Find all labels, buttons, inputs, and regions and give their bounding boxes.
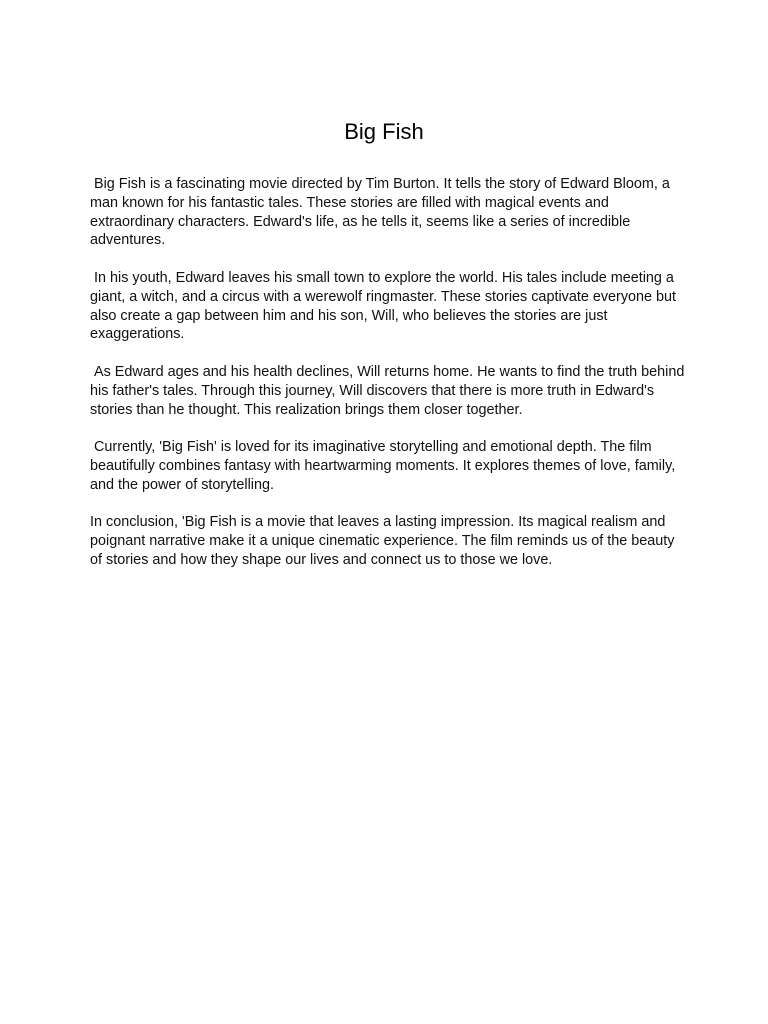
document-body [90,175,690,589]
paragraph-youth: In his youth, Edward leaves his small town to explore the world. His tales include meeting a giant, a witch, and a circus with a werewolf ringmaster. These stories captivate everyone but also create a gap between him and his son, Will, who believes the stories are just exaggerations. [90,269,681,343]
paragraph-currently: Currently, 'Big Fish' is loved for its imaginative storytelling and emotional depth. The film beautifully combines fantasy with heartwarming moments. It explores themes of love, family, and the power of storytelling. [90,439,680,493]
paragraph-aging: As Edward ages and his health declines, Will returns home. He wants to find the truth behind his father's tales. Through this journey, Will discovers that there is more truth in Edward's stories than he thought. This realization brings them closer together. [90,363,689,418]
paragraph-conclusion: In conclusion, 'Big Fish is a movie that leaves a lasting impression. Its magical realism and poignant narrative make it a unique cinematic experience. The film reminds us of the beauty of stories and how they shape our lives and connect us to those we love. [90,514,679,568]
paragraph-intro: Big Fish is a fascinating movie directed by Tim Burton. It tells the story of Edward Bloom, a man known for his fantastic tales. These stories are filled with magical events and extraordinary characters. Edward's life, as he tells it, seems like a series of incredible adventures. [90,176,674,249]
document-title: Big Fish [344,119,424,144]
